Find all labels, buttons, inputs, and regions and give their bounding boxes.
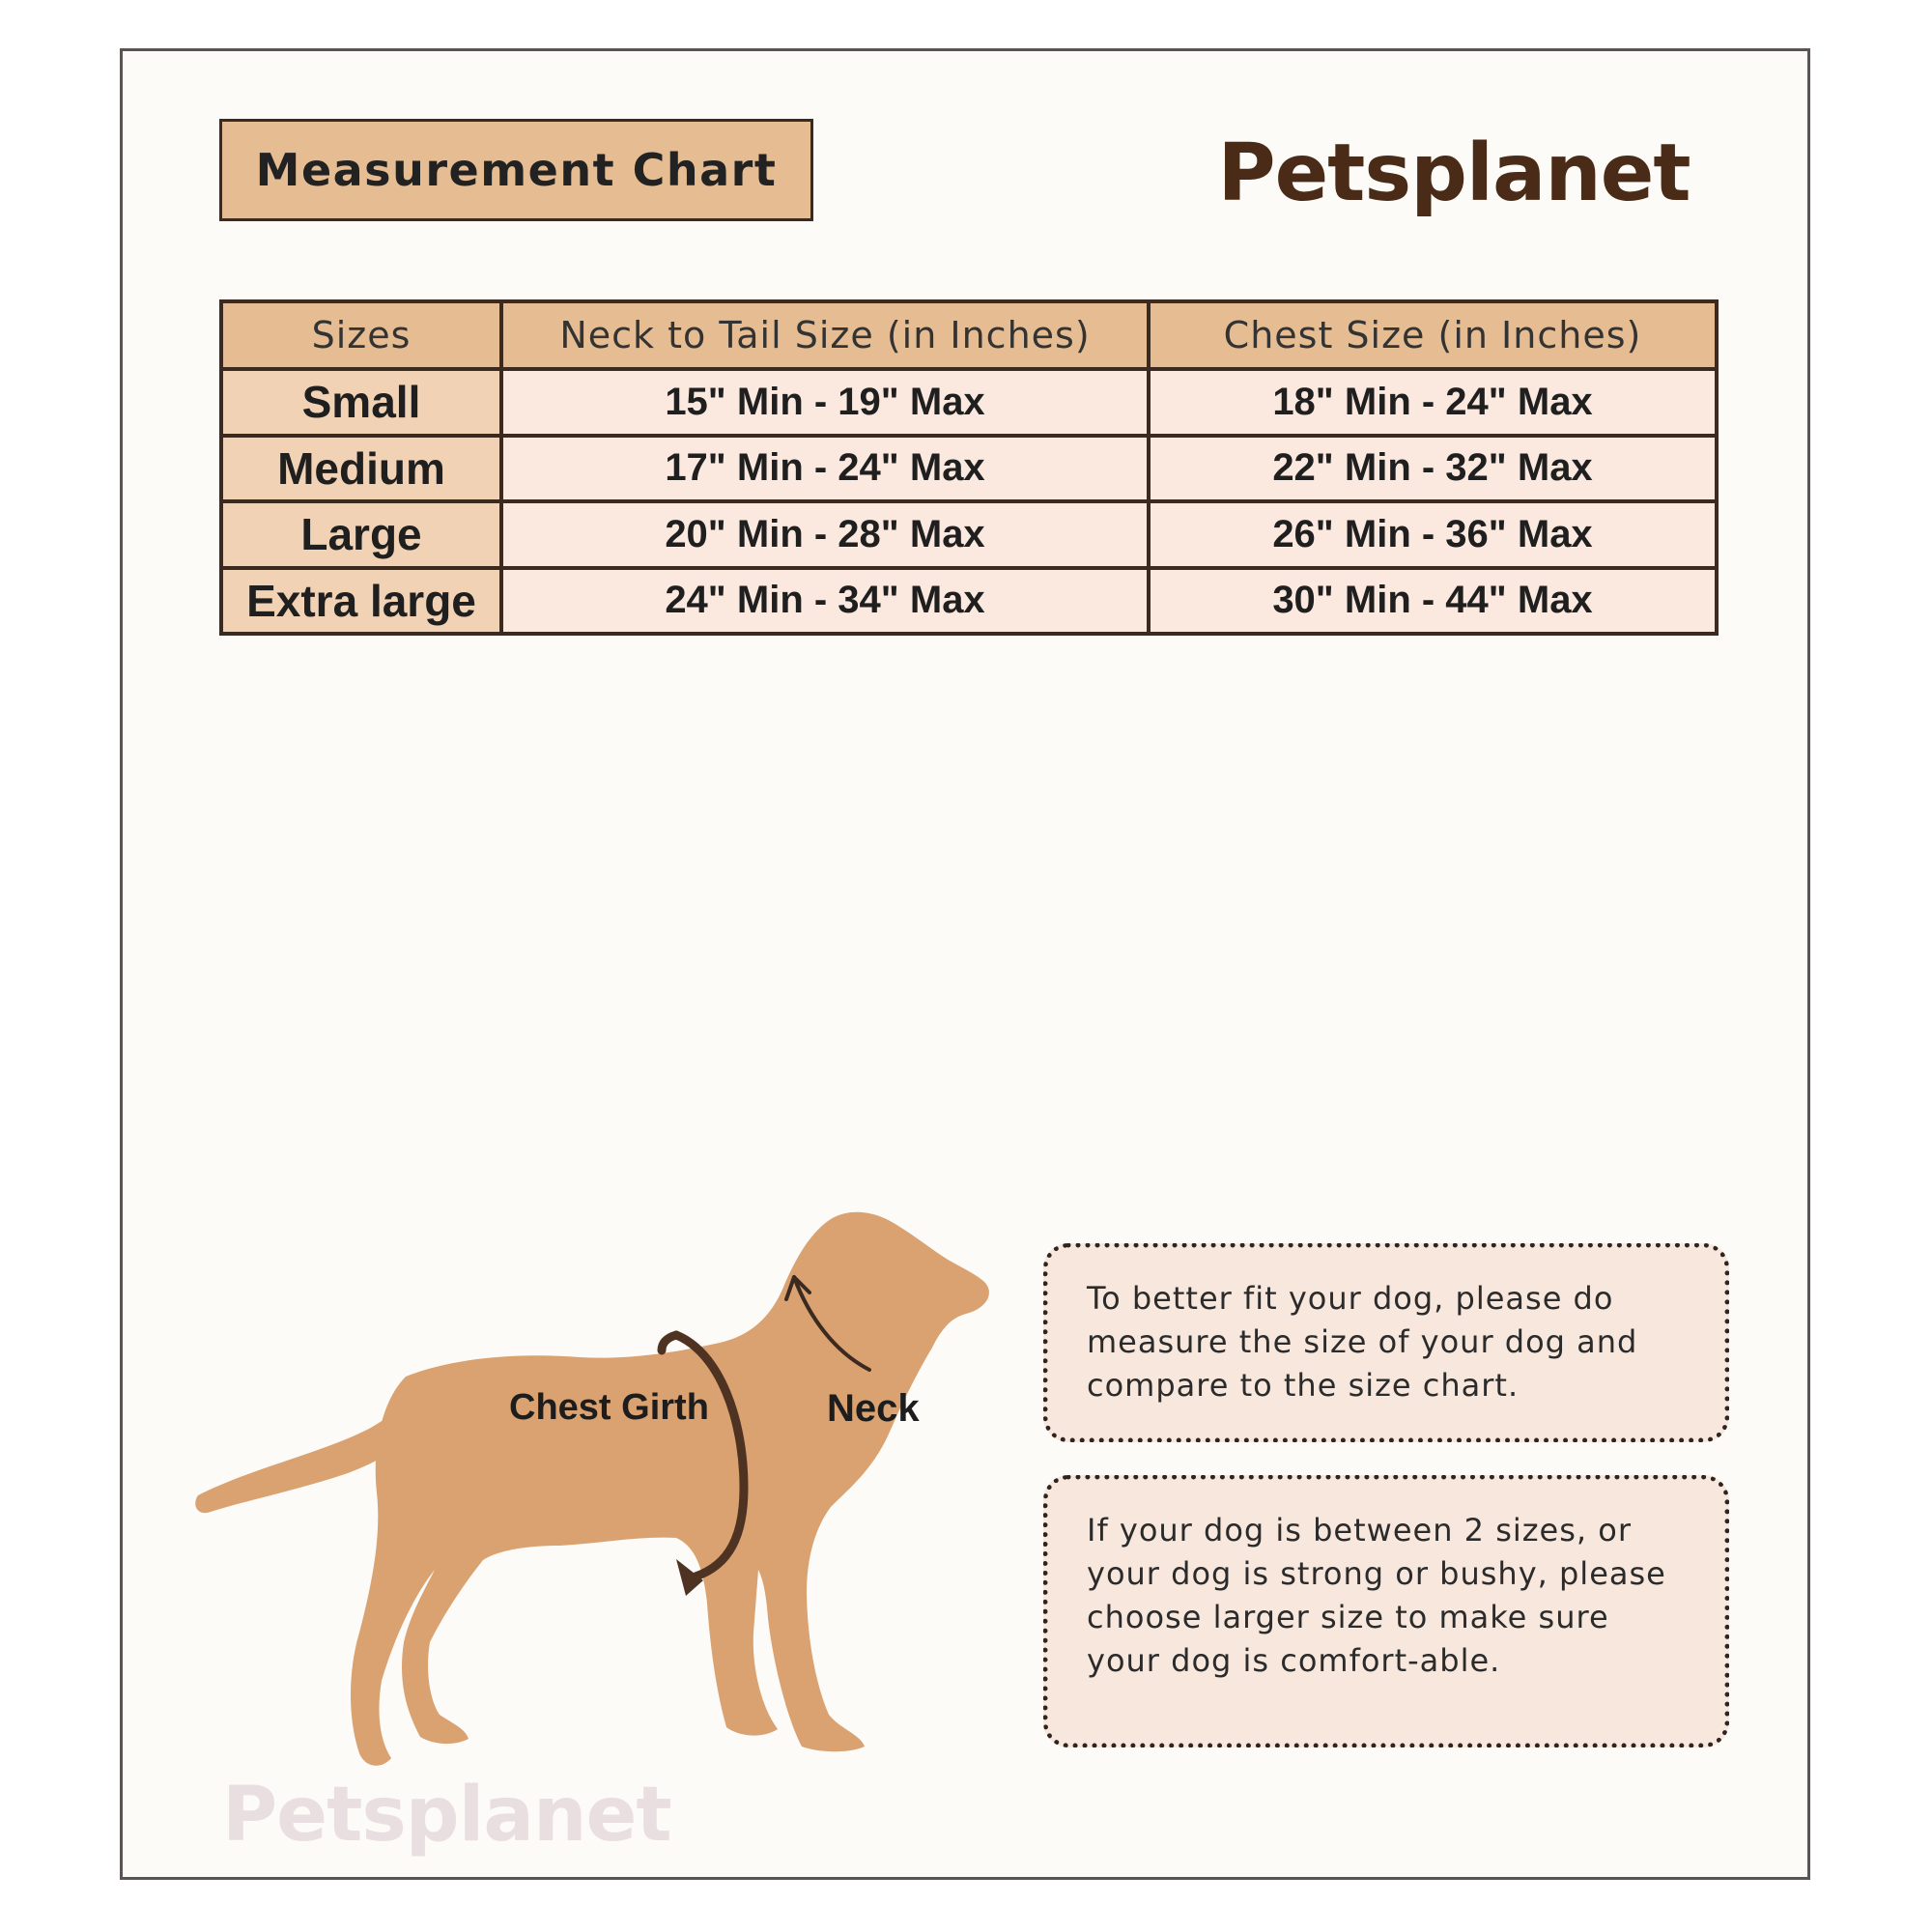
size-advice-note (1043, 1475, 1729, 1747)
neck-label: Neck (827, 1387, 920, 1430)
fit-instruction-text: To better fit your dog, please do measure the size of your dog and compare to the size chart. (1087, 1280, 1638, 1404)
brand-logo: Petsplanet (1217, 128, 1690, 219)
neck-to-tail-cell: 17" Min - 24" Max (501, 436, 1149, 502)
chest-girth-label: Chest Girth (509, 1387, 709, 1428)
size-table (219, 299, 1719, 636)
table-header-row (221, 301, 1717, 369)
neck-to-tail-cell: 15" Min - 19" Max (501, 369, 1149, 436)
size-name-cell: Large (221, 501, 501, 568)
chart-title-box (219, 119, 813, 221)
chest-cell: 18" Min - 24" Max (1149, 369, 1717, 436)
size-name-cell: Small (221, 369, 501, 436)
chest-cell: 30" Min - 44" Max (1149, 568, 1717, 635)
chest-cell: 22" Min - 32" Max (1149, 436, 1717, 502)
neck-to-tail-cell: 20" Min - 28" Max (501, 501, 1149, 568)
neck-to-tail-cell: 24" Min - 34" Max (501, 568, 1149, 635)
dog-illustration (174, 1188, 1024, 1787)
column-header-sizes: Sizes (221, 301, 501, 369)
table-row (221, 568, 1717, 635)
chest-cell: 26" Min - 36" Max (1149, 501, 1717, 568)
fit-instruction-note (1043, 1243, 1729, 1442)
brand-watermark: Petsplanet (222, 1772, 671, 1859)
dog-silhouette (195, 1212, 989, 1766)
column-header-neck-to-tail: Neck to Tail Size (in Inches) (501, 301, 1149, 369)
chart-title: Measurement Chart (255, 144, 778, 196)
table-row (221, 436, 1717, 502)
table-row (221, 501, 1717, 568)
column-header-chest: Chest Size (in Inches) (1149, 301, 1717, 369)
size-name-cell: Extra large (221, 568, 501, 635)
size-name-cell: Medium (221, 436, 501, 502)
size-advice-text: If your dog is between 2 sizes, or your dog is strong or bushy, please choose larger size to make sure your dog is comfort-able. (1087, 1512, 1666, 1679)
table-row (221, 369, 1717, 436)
